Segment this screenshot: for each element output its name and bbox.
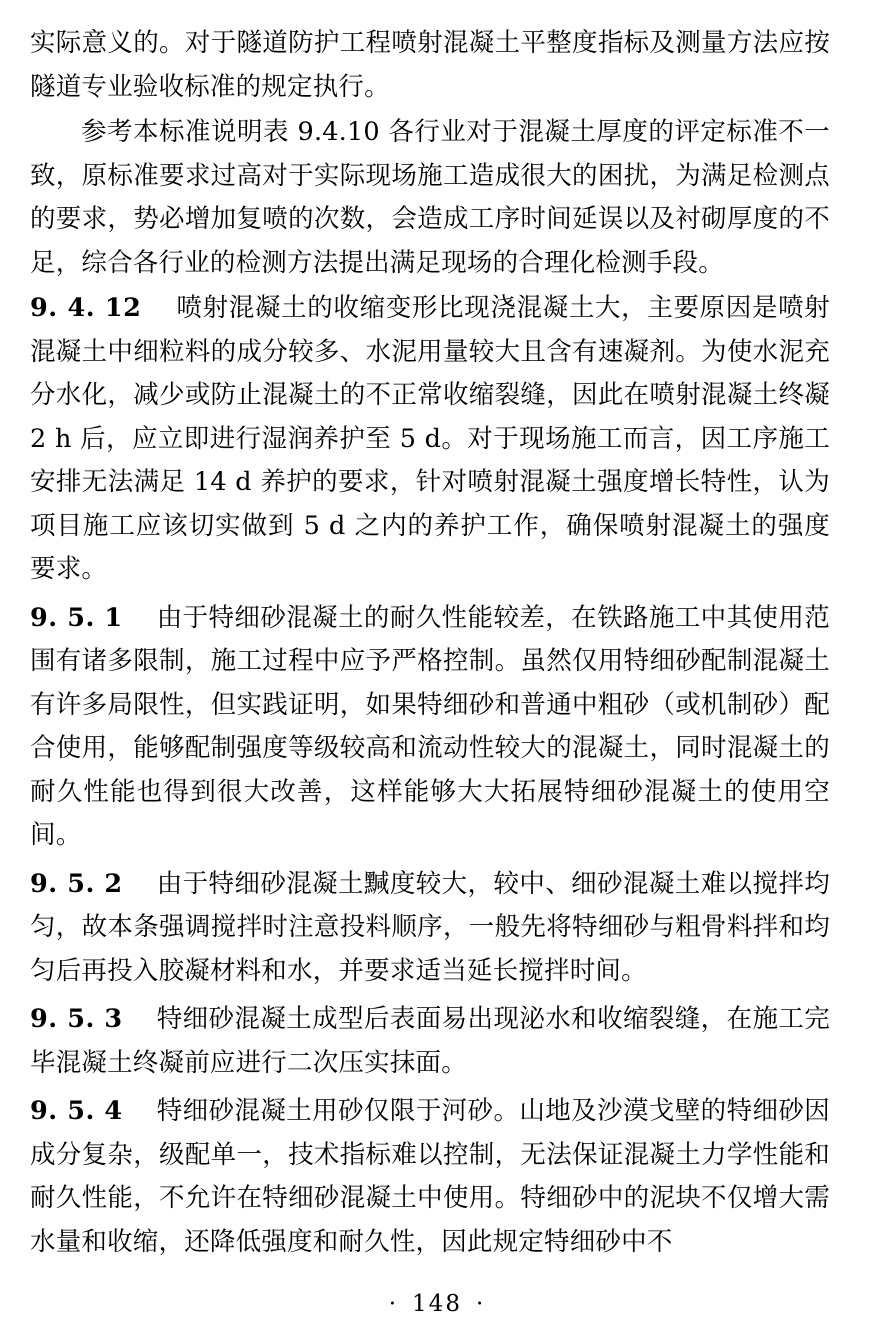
paragraph-4 [30, 597, 830, 858]
page-footer [0, 1291, 874, 1317]
paragraph-3 [30, 287, 830, 592]
clause-number: 9. 5. 2 [30, 868, 123, 899]
clause-number: 9. 5. 1 [30, 602, 123, 633]
footer-dot-left: · [388, 1291, 399, 1317]
paragraph-2 [30, 111, 830, 285]
footer-dot-right: · [475, 1291, 486, 1317]
paragraph-text: 特细砂混凝土成型后表面易出现泌水和收缩裂缝，在施工完毕混凝土终凝前应进行二次压实抹面。 [30, 1004, 830, 1078]
page-number: 148 [412, 1291, 462, 1317]
paragraph-1 [30, 22, 830, 109]
paragraph-text: 实际意义的。对于隧道防护工程喷射混凝土平整度指标及测量方法应按隧道专业验收标准的规定执行。 [30, 28, 830, 102]
clause-number: 9. 4. 12 [30, 293, 142, 323]
paragraph-text: 喷射混凝土的收缩变形比现浇混凝土大，主要原因是喷射混凝土中细粒料的成分较多、水泥用量较大且含有速凝剂。为使水泥充分水化，减少或防止混凝土的不正常收缩裂缝，因此在喷射混凝土终凝 2 h 后，应立即进行湿润养护至 5 d。对于现场施工而言，因工序施工安排无法满足 14 d 养护的要求，针对喷射混凝土强度增长特性，认为项目施工应该切实做到 5 d 之内的养护工作，确保喷射混凝土的强度要求。 [30, 293, 830, 584]
clause-number: 9. 5. 4 [30, 1096, 123, 1126]
paragraph-text: 特细砂混凝土用砂仅限于河砂。山地及沙漠戈壁的特细砂因成分复杂，级配单一，技术指标难以控制，无法保证混凝土力学性能和耐久性能，不允许在特细砂混凝土中使用。特细砂中的泥块不仅增大需水量和收缩，还降低强度和耐久性，因此规定特细砂中不 [30, 1096, 830, 1257]
clause-number: 9. 5. 3 [30, 1004, 123, 1034]
paragraph-7 [30, 1090, 830, 1264]
paragraph-5 [30, 863, 830, 994]
paragraph-text: 参考本标准说明表 9.4.10 各行业对于混凝土厚度的评定标准不一致，原标准要求过高对于实际现场施工造成很大的困扰，为满足检测点的要求，势必增加复喷的次数，会造成工序时间延误以及衬砌厚度的不足，综合各行业的检测方法提出满足现场的合理化检测手段。 [30, 117, 830, 278]
paragraph-6 [30, 998, 830, 1085]
paragraph-text: 由于特细砂混凝土黬度较大，较中、细砂混凝土难以搅拌均匀，故本条强调搅拌时注意投料顺序，一般先将特细砂与粗骨料拌和均匀后再投入胶凝材料和水，并要求适当延长搅拌时间。 [30, 868, 830, 986]
paragraph-text: 由于特细砂混凝土的耐久性能较差，在铁路施工中其使用范围有诸多限制，施工过程中应予严格控制。虽然仅用特细砂配制混凝土有许多局限性，但实践证明，如果特细砂和普通中粗砂（或机制砂）配合使用，能够配制强度等级较高和流动性较大的混凝土，同时混凝土的耐久性能也得到很大改善，这样能够大大拓展特细砂混凝土的使用空间。 [30, 602, 830, 850]
page-content [30, 22, 830, 1264]
